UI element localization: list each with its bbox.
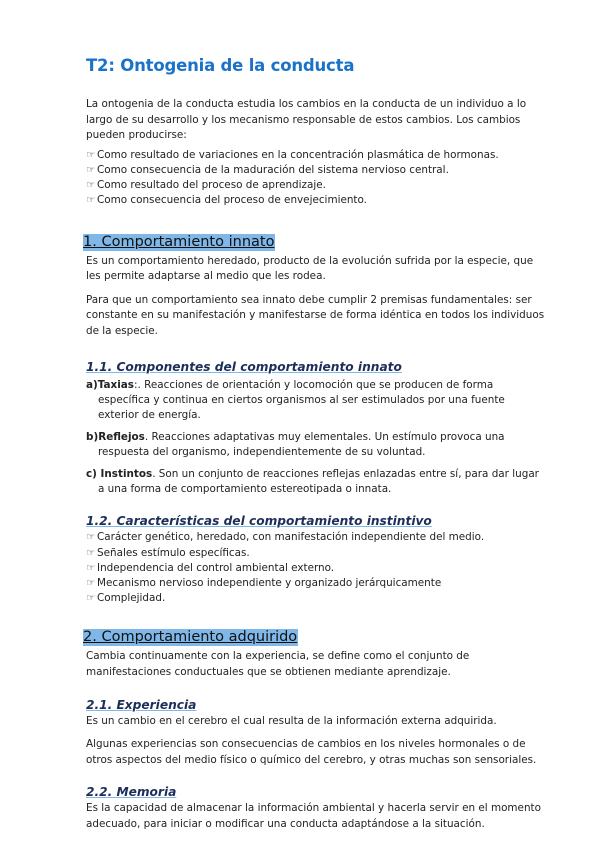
- list-item: ☞ Carácter genético, heredado, con manifestación independiente del medio.: [86, 530, 546, 545]
- pointing-hand-icon: ☞: [86, 179, 96, 192]
- acquired-paragraph: Cambia continuamente con la experiencia, se define como el conjunto de manifestaciones conductuales que se obtienen mediante aprendizaje.: [86, 650, 470, 679]
- experience-paragraph-1: Es un cambio en el cerebro el cual resulta de la información externa adquirida.: [86, 714, 497, 727]
- pointing-hand-icon: ☞: [86, 546, 96, 559]
- characteristics-bullet-list: [86, 530, 546, 606]
- memory-paragraph: Es la capacidad de almacenar la información ambiental y hacerla servir en el momento adecuado, para iniciar o modificar una conducta adaptándose a la situación.: [86, 802, 541, 830]
- pointing-hand-icon: ☞: [86, 194, 96, 207]
- list-item: b)Reflejos. Reacciones adaptativas muy elementales. Un estímulo provoca una respuesta del organismo, independientemente de su voluntad.: [86, 430, 505, 459]
- document-page: [83, 56, 546, 833]
- pointing-hand-icon: ☞: [86, 531, 96, 544]
- list-item: ☞ Como consecuencia de la maduración del sistema nervioso central.: [86, 163, 546, 178]
- experience-paragraph-2: Algunas experiencias son consecuencias de cambios en los niveles hormonales o de otros aspectos del medio físico o químico del cerebro, y otras muchas son sensoriales.: [86, 738, 537, 766]
- list-item: ☞ Como resultado del proceso de aprendizaje.: [86, 178, 546, 193]
- document-title: T2: Ontogenia de la conducta: [86, 56, 355, 75]
- list-item: ☞ Independencia del control ambiental externo.: [86, 561, 546, 576]
- pointing-hand-icon: ☞: [86, 592, 96, 605]
- list-item: a)Taxias:. Reacciones de orientación y locomoción que se producen de forma específica y continua en ciertos organismos al ser estimulados por una fuente exterior de energía.: [86, 378, 505, 422]
- pointing-hand-icon: ☞: [86, 577, 96, 590]
- list-item: ☞ Mecanismo nervioso independiente y organizado jerárquicamente: [86, 576, 546, 591]
- intro-bullet-list: [86, 148, 546, 209]
- innate-paragraph-1: Es un comportamiento heredado, producto de la evolución sufrida por la especie, que les permite adaptarse al medio que les rodea.: [86, 254, 534, 283]
- pointing-hand-icon: ☞: [86, 561, 96, 574]
- pointing-hand-icon: ☞: [86, 148, 96, 161]
- section-heading-innate: 1. Comportamiento innato: [83, 233, 275, 250]
- list-item: ☞ Como consecuencia del proceso de envejecimiento.: [86, 193, 546, 208]
- intro-paragraph: La ontogenia de la conducta estudia los cambios en la conducta de un individuo a lo largo de su desarrollo y los mecanismo responsable de estos cambios. Los cambios pueden producirse:: [86, 98, 527, 142]
- subsection-heading-components: 1.1. Componentes del comportamiento innato: [86, 359, 402, 374]
- list-item: ☞ Como resultado de variaciones en la concentración plasmática de hormonas.: [86, 148, 546, 163]
- subsection-heading-memory: 2.2. Memoria: [86, 785, 177, 800]
- innate-paragraph-2: Para que un comportamiento sea innato debe cumplir 2 premisas fundamentales: ser constante en su manifestación y manifestarse de forma idéntica en todos los individuos de la especie.: [86, 293, 545, 337]
- section-heading-acquired: 2. Comportamiento adquirido: [83, 629, 298, 646]
- list-item: ☞ Complejidad.: [86, 591, 546, 606]
- pointing-hand-icon: ☞: [86, 163, 96, 176]
- subsection-heading-characteristics: 1.2. Características del comportamiento instintivo: [86, 514, 432, 529]
- subsection-heading-experience: 2.1. Experiencia: [86, 697, 197, 712]
- list-item: ☞ Señales estímulo específicas.: [86, 546, 546, 561]
- list-item: c) Instintos. Son un conjunto de reacciones reflejas enlazadas entre sí, para dar lugar a una forma de comportamiento estereotipada o innata.: [86, 467, 539, 495]
